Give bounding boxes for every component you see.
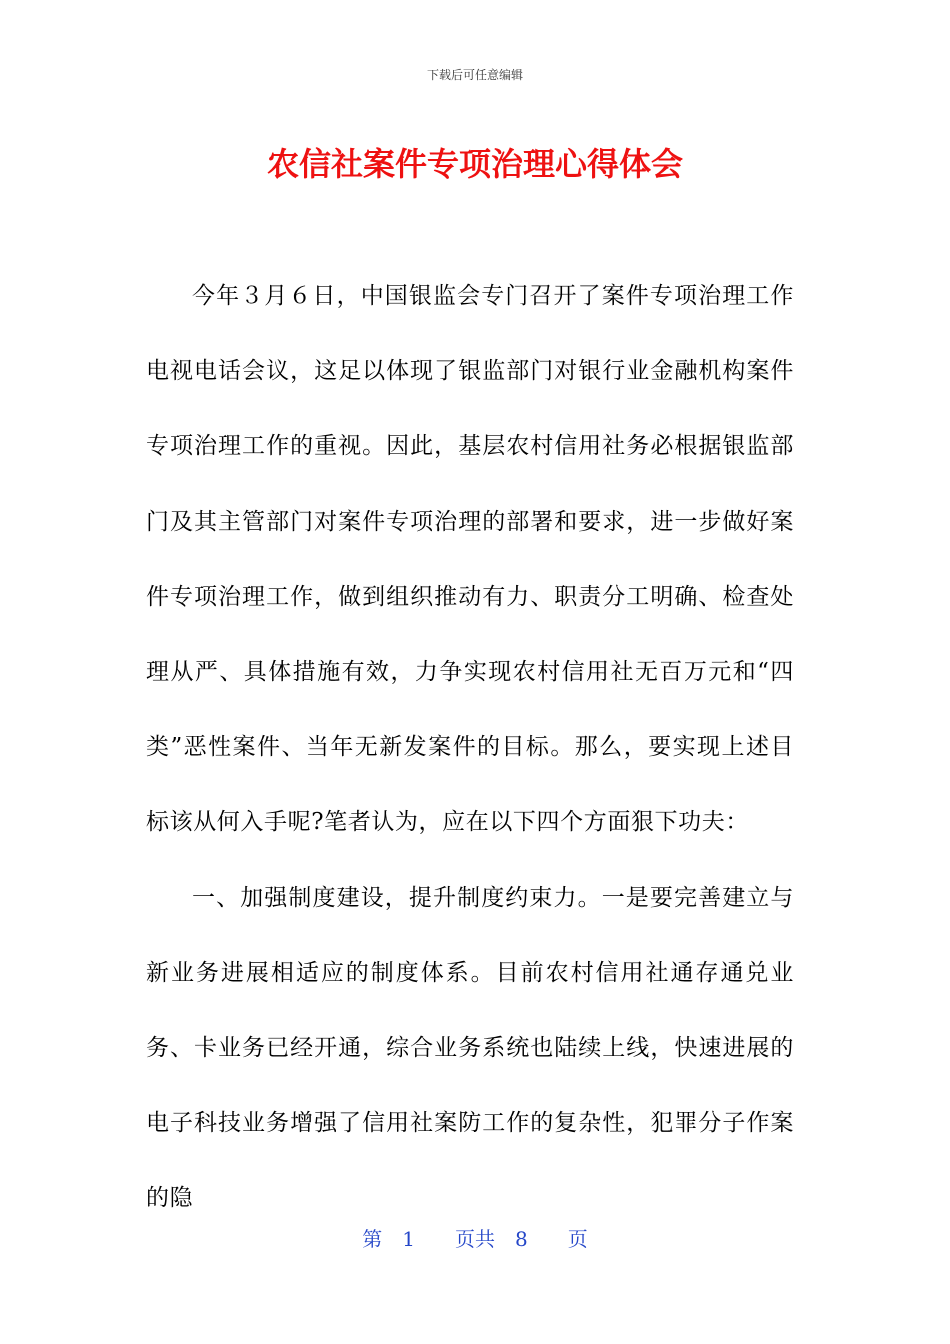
header-note: 下载后可任意编辑 [426, 68, 523, 82]
document-title: 农信社案件专项治理心得体会 [266, 145, 683, 183]
paragraph-1: 今年３月６日，中国银监会专门召开了案件专项治理工作电视电话会议，这足以体现了银监部门对银行业金融机构案件专项治理工作的重视。因此，基层农村信用社务必根据银监部门及其主管部门对案件专项治理的部署和要求，进一步做好案件专项治理工作，做到组织推动有力、职责分工明确、检查处理从严、具体措施有效，力争实现农村信用社无百万元和“四类”恶性案件、当年无新发案件的目标。那么，要实现上述目标该从何入手呢?笔者认为，应在以下四个方面狠下功夫： [146, 283, 794, 836]
page-number-footer: 第 1 页共 8 页 [362, 1227, 588, 1251]
document-body [146, 259, 794, 1237]
paragraph-2: 一、加强制度建设，提升制度约束力。一是要完善建立与新业务进展相适应的制度体系。目前农村信用社通存通兑业务、卡业务已经开通，综合业务系统也陆续上线，快速进展的电子科技业务增强了信用社案防工作的复杂性，犯罪分子作案的隐 [146, 884, 794, 1212]
